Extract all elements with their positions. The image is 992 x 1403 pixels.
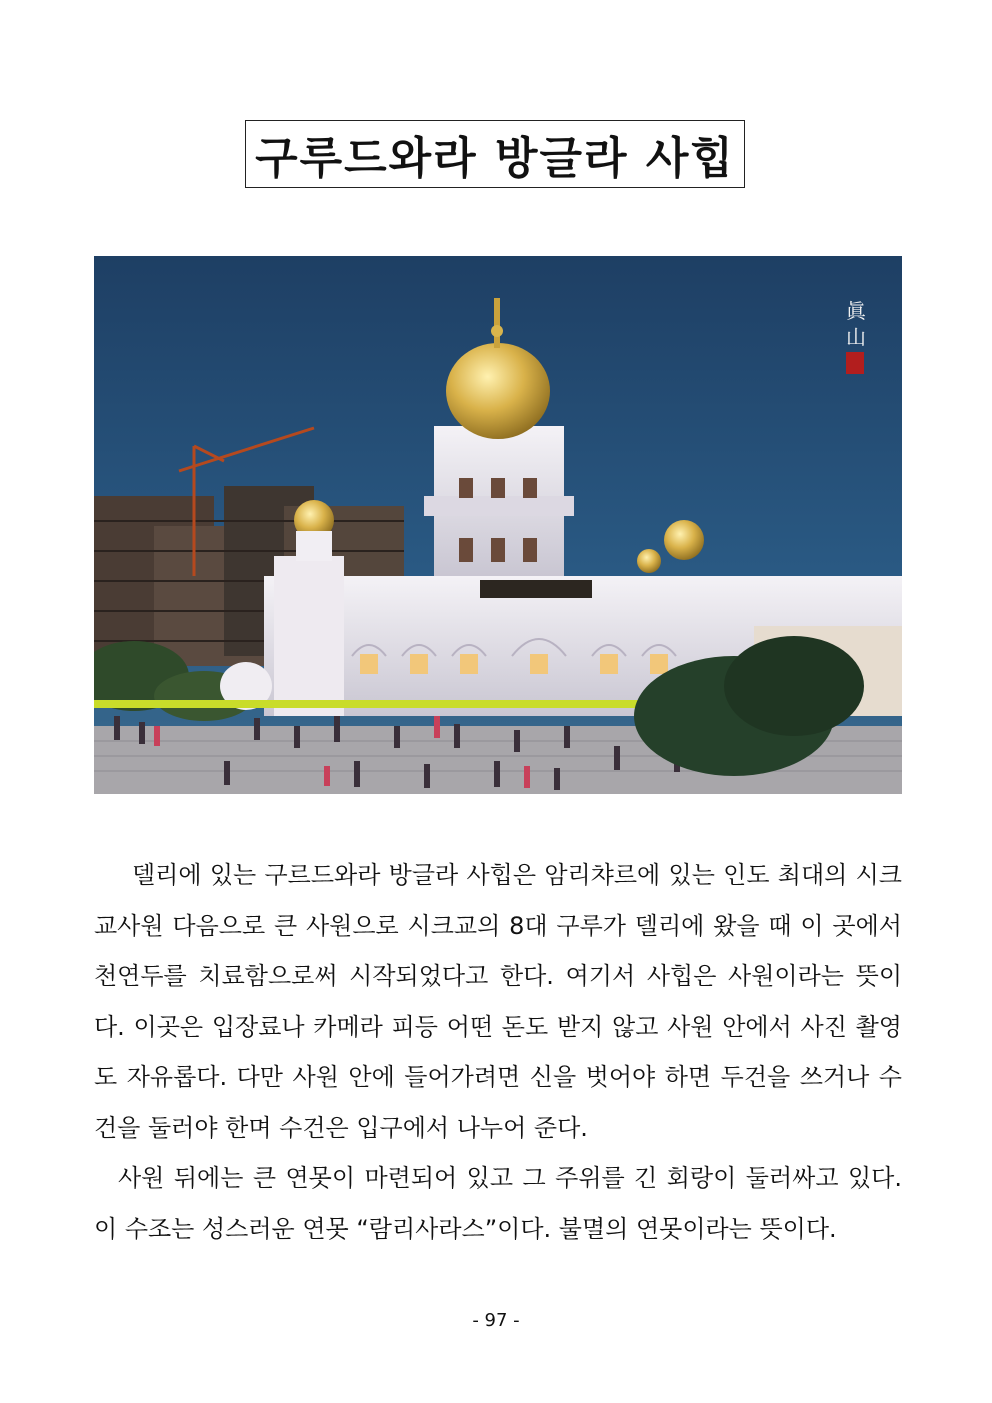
body-text — [94, 850, 902, 1254]
paragraph-1: 델리에 있는 구르드와라 방글라 사힙은 암리챠르에 있는 인도 최대의 시크교사원 다음으로 큰 사원으로 시크교의 8대 구루가 델리에 왔을 때 이 곳에서 천연두를 치료함으로써 시작되었다고 한다. 여기서 사힙은 사원이라는 뜻이다. 이곳은 입장료나 카메라 피등 어떤 돈도 받지 않고 사원 안에서 사진 촬영도 자유롭다. 다만 사원 안에 들어가려면 신을 벗어야 하면 두건을 쓰거나 수건을 둘러야 한며 수건은 입구에서 나누어 준다. — [94, 861, 902, 1142]
gurdwara-photo — [94, 256, 902, 794]
title-box — [245, 120, 745, 188]
svg-text:山: 山 — [846, 325, 866, 349]
paragraph-2: 사원 뒤에는 큰 연못이 마련되어 있고 그 주위를 긴 회랑이 둘러싸고 있다. 이 수조는 성스러운 연못 “람리사라스”이다. 불멸의 연못이라는 뜻이다. — [94, 1164, 902, 1243]
page-title: 구루드와라 방글라 사힙 — [255, 133, 735, 184]
svg-text:眞: 眞 — [846, 299, 866, 323]
page-number: - 97 - — [472, 1310, 520, 1331]
